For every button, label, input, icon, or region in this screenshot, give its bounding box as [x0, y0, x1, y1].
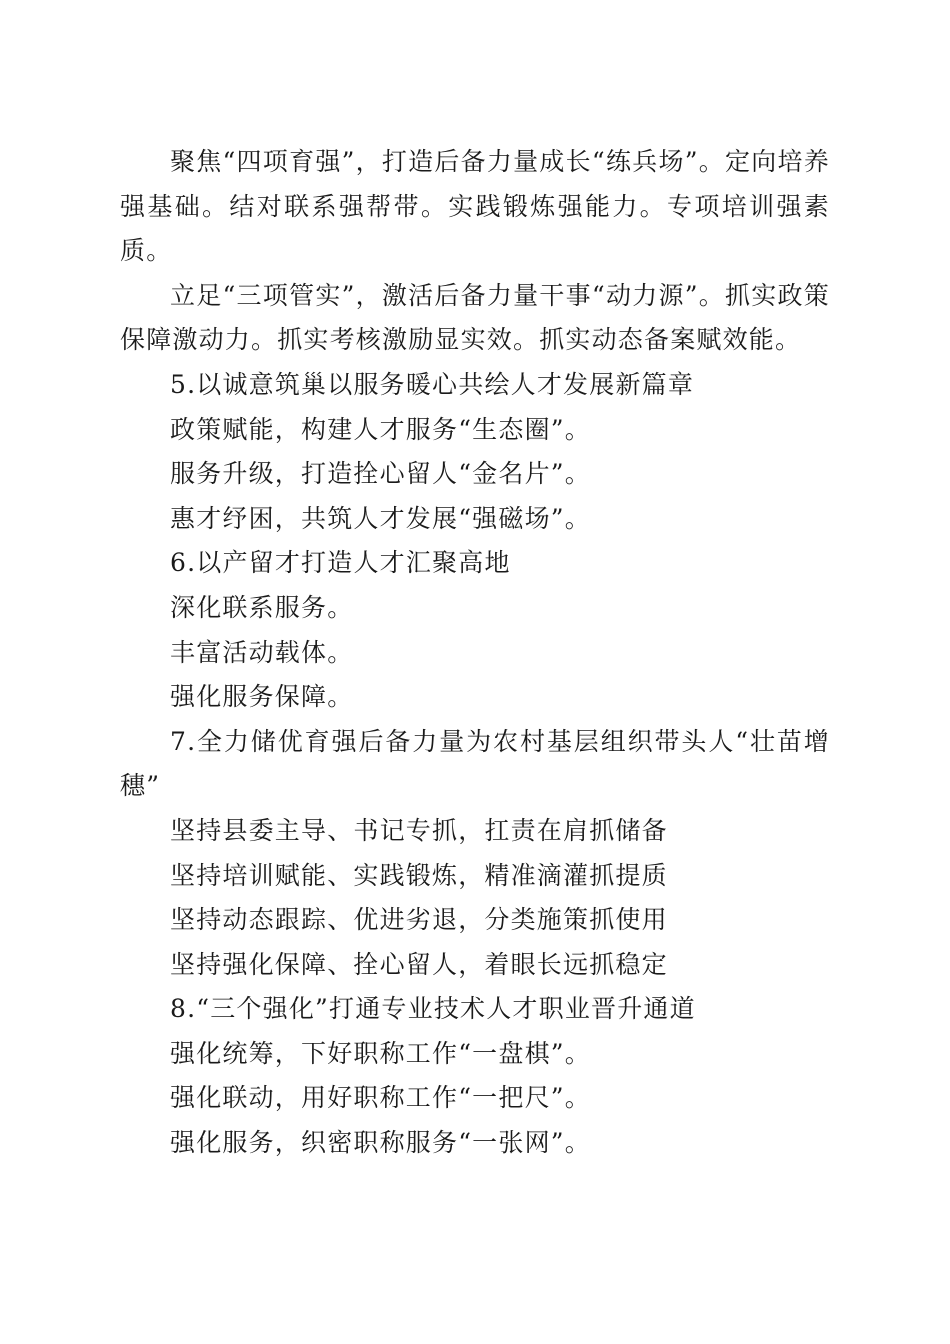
list-item: 坚持强化保障、拴心留人，着眼长远抓稳定	[170, 949, 668, 979]
list-item: 惠才纾困，共筑人才发展“强磁场”。	[170, 503, 591, 533]
heading-6: 6.以产留才打造人才汇聚高地	[170, 548, 511, 578]
list-item: 坚持培训赋能、实践锻炼，精准滴灌抓提质	[170, 860, 668, 890]
list-item: 深化联系服务。	[170, 592, 354, 622]
list-item: 强化联动，用好职称工作“一把尺”。	[170, 1083, 591, 1113]
document-body	[120, 140, 830, 1166]
list-item: 服务升级，打造拴心留人“金名片”。	[170, 459, 591, 489]
list-item: 强化统筹，下好职称工作“一盘棋”。	[170, 1038, 591, 1068]
list-item: 强化服务，织密职称服务“一张网”。	[170, 1128, 591, 1158]
heading-8: 8.“三个强化”打通专业技术人才职业晋升通道	[170, 994, 696, 1024]
list-item: 政策赋能，构建人才服务“生态圈”。	[170, 414, 591, 444]
paragraph-four-strengthen: 聚焦“四项育强”，打造后备力量成长“练兵场”。定向培养强基础。结对联系强帮带。实践锻炼强能力。专项培训强素质。	[120, 147, 830, 266]
list-item: 坚持动态跟踪、优进劣退，分类施策抓使用	[170, 905, 668, 935]
paragraph-three-manage: 立足“三项管实”，激活后备力量干事“动力源”。抓实政策保障激动力。抓实考核激励显实效。抓实动态备案赋效能。	[120, 280, 830, 355]
list-item: 丰富活动载体。	[170, 637, 354, 667]
list-item: 坚持县委主导、书记专抓，扛责在肩抓储备	[170, 815, 668, 845]
list-item: 强化服务保障。	[170, 682, 354, 712]
heading-5: 5.以诚意筑巢以服务暖心共绘人才发展新篇章	[170, 369, 695, 399]
heading-7: 7.全力储优育强后备力量为农村基层组织带头人“壮苗增穗”	[120, 726, 830, 801]
